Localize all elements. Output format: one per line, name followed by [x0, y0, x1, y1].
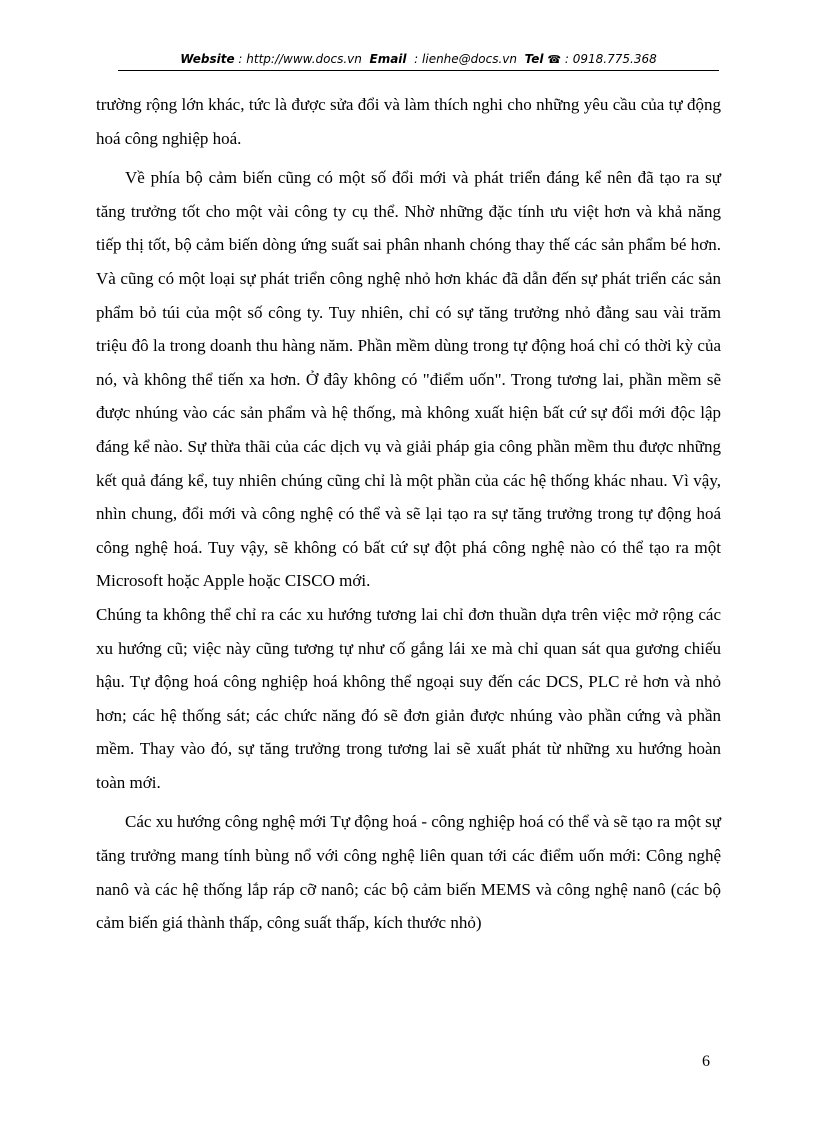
page-header: [118, 50, 719, 72]
document-body: [96, 88, 721, 940]
paragraph-new-technology: Các xu hướng công nghệ mới Tự động hoá - công nghiệp hoá có thể và sẽ tạo ra một sự tăng trưởng mang tính bùng nổ với công nghệ liên quan tới các điểm uốn mới: Công nghệ nanô và các hệ thống lắp ráp cỡ nanô; các bộ cảm biến MEMS và công nghệ nanô (các bộ cảm biến giá thành thấp, công suất thấp, kích thước nhỏ): [96, 812, 721, 933]
phone-icon: ☎: [547, 53, 562, 66]
paragraph-continuation: trường rộng lớn khác, tức là được sửa đổi và làm thích nghi cho những yêu cầu của tự động hoá công nghiệp hoá.: [96, 95, 721, 148]
paragraph-future-trends: Chúng ta không thể chỉ ra các xu hướng tương lai chỉ đơn thuần dựa trên việc mở rộng các xu hướng cũ; việc này cũng tương tự như cố gắng lái xe mà chỉ quan sát qua gương chiếu hậu. Tự động hoá công nghiệp hoá không thể ngoại suy đến các DCS, PLC rẻ hơn và nhỏ hơn; các hệ thống sát; các chức năng đó sẽ đơn giản được nhúng vào phần cứng và phần mềm. Thay vào đó, sự tăng trưởng trong tương lai sẽ xuất phát từ những xu hướng hoàn toàn mới.: [96, 604, 721, 792]
website-value: : http://www.docs.vn: [238, 52, 362, 66]
tel-label: Tel: [524, 52, 544, 66]
email-value: : lienhe@docs.vn: [414, 52, 518, 66]
header-divider: [118, 70, 719, 71]
tel-value: : 0918.775.368: [564, 52, 657, 66]
paragraph-sensors: Về phía bộ cảm biến cũng có một số đổi mới và phát triển đáng kể nên đã tạo ra sự tăng trưởng tốt cho một vài công ty cụ thể. Nhờ những đặc tính ưu việt hơn và khả năng tiếp thị tốt, bộ cảm biến dòng ứng suất sai phân nhanh chóng thay thế các sản phẩm bé hơn. Và cũng có một loại sự phát triển công nghệ nhỏ hơn khác đã dẫn đến sự phát triển các sản phẩm bỏ túi của một số công ty. Tuy nhiên, chỉ có sự tăng trưởng nhỏ đằng sau vài trăm triệu đô la trong doanh thu hàng năm. Phần mềm dùng trong tự động hoá chỉ có thời kỳ của nó, và không thể tiến xa hơn. Ở đây không có "điểm uốn". Trong tương lai, phần mềm sẽ được nhúng vào các sản phẩm và hệ thống, mà không xuất hiện bất cứ sự đổi mới độc lập đáng kể nào. Sự thừa thãi của các dịch vụ và giải pháp gia công phần mềm thu được những kết quả đáng kể, tuy nhiên chúng cũng chỉ là một phần của các hệ thống khác nhau. Vì vậy, nhìn chung, đổi mới và công nghệ có thể và sẽ lại tạo ra sự tăng trưởng trong tự động hoá công nghệ hoá. Tuy vậy, sẽ không có bất cứ sự đột phá công nghệ nào có thể tạo ra một Microsoft hoặc Apple hoặc CISCO mới.: [96, 168, 721, 591]
email-label: Email: [369, 52, 407, 66]
website-label: Website: [180, 52, 235, 66]
page-number: 6: [702, 1053, 710, 1070]
